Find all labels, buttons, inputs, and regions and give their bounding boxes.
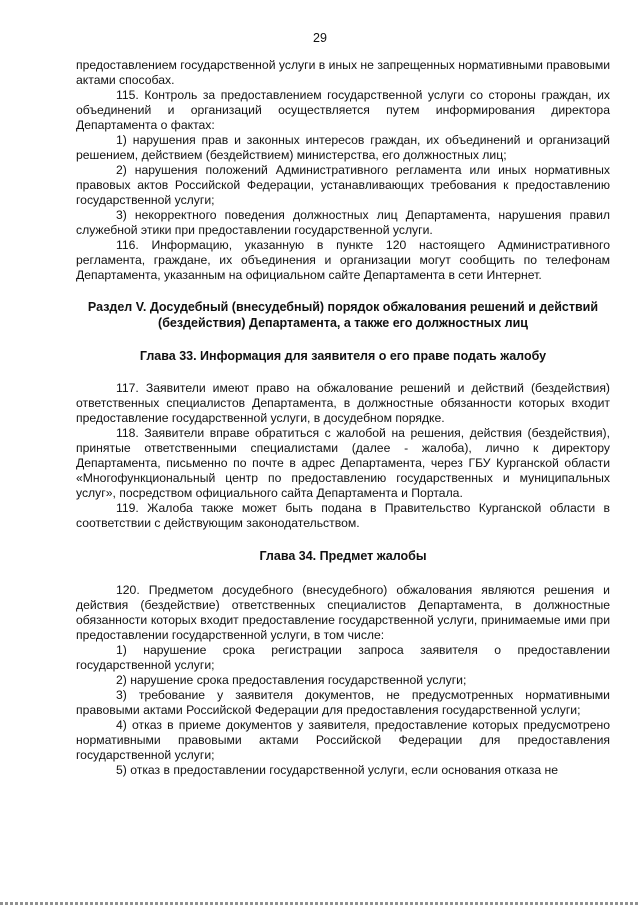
paragraph-block-monitoring	[76, 58, 610, 283]
list-item: 2) нарушение срока предоставления государственной услуги;	[116, 673, 467, 687]
chapter-heading-33: Глава 33. Информация для заявителя о его праве подать жалобу	[139, 349, 547, 363]
section-heading: Раздел V. Досудебный (внесудебный) порядок обжалования решений и действий (бездействия) Департамента, а также его должностных лиц	[87, 300, 599, 330]
list-item: 1) нарушение срока регистрации запроса заявителя о предоставлении государственной услуги;	[76, 643, 610, 672]
paragraph: 1) нарушения прав и законных интересов граждан, их объединений и организаций решением, действием (бездействием) министерства, его должностных лиц;	[76, 133, 610, 162]
chapter-heading-34: Глава 34. Предмет жалобы	[259, 548, 427, 563]
paragraph: 119. Жалоба также может быть подана в Правительство Курганской области в соответствии с действующим законодательством.	[76, 500, 610, 530]
paragraph: 2) нарушения положений Административного регламента или иных нормативных правовых актов Российской Федерации, устанавливающих требования к предоставлению государственной услуги;	[76, 163, 610, 207]
page-number: 29	[313, 31, 327, 45]
paragraph: 117. Заявители имеют право на обжалование решений и действий (бездействия) ответственных специалистов Департамента, в должностные обязанности которых входит предоставление государственной услуги, в досудебном порядке.	[76, 380, 610, 425]
paragraph: 116. Информацию, указанную в пункте 120 настоящего Административного регламента, граждане, их объединения и организации могут сообщить по телефонам Департамента, указанным на официальном сайте Департамента в сети Интернет.	[76, 238, 610, 282]
paragraph: предоставлением государственной услуги в иных не запрещенных нормативными правовыми актами способах.	[76, 58, 611, 87]
list-item: 3) требование у заявителя документов, не предусмотренных нормативными правовыми актами Российской Федерации для предоставления государственной услуги;	[76, 688, 610, 717]
paragraph-block-complaint-right	[76, 381, 610, 531]
paragraph-block-complaint-subject	[76, 583, 610, 778]
paragraph: 115. Контроль за предоставлением государственной услуги со стороны граждан, их объединений и организаций осуществляется путем информирования директора Департамента о фактах:	[76, 88, 610, 132]
list-item: 5) отказ в предоставлении государственной услуги, если основания отказа не	[116, 763, 559, 777]
paragraph: 3) некорректного поведения должностных лиц Департамента, нарушения правил служебной этики при предоставлении государственной услуги.	[76, 208, 610, 237]
paragraph: 118. Заявители вправе обратиться с жалобой на решения, действия (бездействия), принятые ответственными специалистами (далее - жалоба), лично к директору Департамента, письменно по почте в адрес Департамента, через ГБУ Курганской области «Многофункциональный центр по предоставлению государственных и муниципальных услуг», посредством официального сайта Департамента и Портала.	[76, 425, 610, 500]
paragraph: 120. Предметом досудебного (внесудебного) обжалования являются решения и действия (бездействие) ответственных специалистов Департамента, в должностные обязанности которых входит предоставление государственной услуги, принимаемые ими при предоставлении государственной услуги, в том числе:	[76, 583, 610, 642]
list-item: 4) отказ в приеме документов у заявителя, предоставление которых предусмотрено нормативными правовыми актами Российской Федерации для предоставления государственной услуги;	[76, 718, 610, 762]
